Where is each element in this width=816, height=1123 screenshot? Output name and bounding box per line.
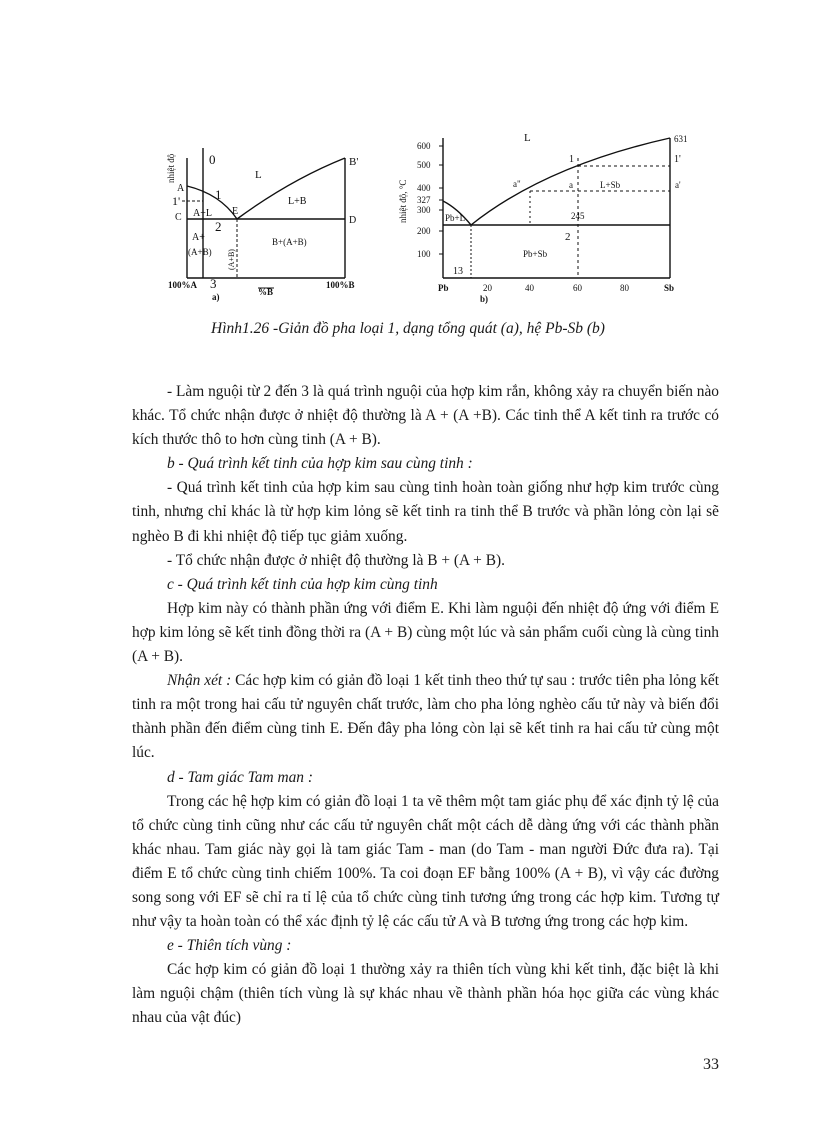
phase-diagram-general [160,128,375,308]
label-631: 631 [674,134,688,144]
y-tick-300: 300 [417,205,431,215]
section-heading-b: b - Quá trình kết tinh của hợp kim sau cùng tinh : [167,455,473,473]
label-100B: 100%B [326,280,355,290]
label-2: 2 [215,219,222,234]
label-2: 2 [565,231,571,243]
label-D: D [349,215,357,226]
y-tick-600: 600 [417,141,431,151]
region-L-plus-B: L+B [288,196,307,207]
label-L: L [524,132,531,144]
section-heading-d: d - Tam giác Tam man : [167,768,313,786]
region-L: L [255,169,262,181]
paragraph: Hợp kim này có thành phần ứng với điểm E. Khi làm nguội đến nhiệt độ ứng với điểm E hợp kim lỏng sẽ kết tinh đồng thời ra (A + B) cùng một lúc và sản phẩm cuối cùng là cùng tinh (A + B). [132,599,719,666]
region-L-plus-Sb: L+Sb [600,180,621,190]
region-A-plus: A+ [192,232,205,243]
paragraph: - Quá trình kết tinh của hợp kim sau cùng tinh hoàn toàn giống như hợp kim trước cùng tinh, nhưng chỉ khác là từ hợp kim lỏng sẽ kết tinh ra tinh thể B trước và phần lỏng còn lại sẽ nghèo B đi khi nhiệt độ tiếp tục giảm xuống. [132,479,719,545]
x-tick-80: 80 [620,283,629,293]
label-A: A [177,183,185,194]
region-Pb-plus-L: Pb+L [445,213,466,223]
y-tick-200: 200 [417,226,431,236]
region-A-plus-AB: (A+B) [188,247,212,257]
figure-caption: Hình1.26 -Giản đồ pha loại 1, dạng tổng quát (a), hệ Pb-Sb (b) [211,320,605,337]
remark-label: Nhận xét : [167,672,232,690]
x-tick-40: 40 [525,283,534,293]
label-B-prime: B' [349,156,359,168]
y-axis-label: nhiệt độ, °C [398,179,408,223]
label-100A: 100%A [168,280,197,290]
label-1: 1 [569,154,574,165]
body-text [132,380,719,1031]
label-a-prime: a' [675,180,681,190]
remark-paragraph [132,669,719,765]
paragraph: - Làm nguội từ 2 đến 3 là quá trình nguội của hợp kim rắn, không xảy ra chuyển biến nào khác. Tổ chức nhận được ở nhiệt độ thường là A + (A +B). Các tinh thể A kết tinh ra trước có kích thước thô to hơn cùng tinh (A + B). [132,383,719,449]
liquidus-EB [237,158,345,219]
paragraph: Các hợp kim có giản đồ loại 1 thường xảy ra thiên tích vùng khi kết tinh, đặc biệt là khi làm nguội chậm (thiên tích vùng là sự khác nhau về thành phần hóa học giữa các vùng khác nhau của vật đúc) [132,961,719,1027]
phase-diagram-pb-sb [395,128,695,308]
sub-label-b: b) [480,294,489,304]
label-E: E [232,206,239,217]
x-tick-20: 20 [483,283,492,293]
y-tick-500: 500 [417,160,431,170]
label-C: C [175,212,182,223]
label-a-double-prime: a" [513,179,521,189]
label-percent-B: %B [258,287,274,297]
label-13: 13 [453,266,463,277]
x-tick-sb: Sb [664,283,675,293]
paragraph: Trong các hệ hợp kim có giản đồ loại 1 ta vẽ thêm một tam giác phụ để xác định tỷ lệ của tổ chức cùng tinh cũng như các cấu tử nguyên chất một cách dễ dàng ứng với các thành phần khác nhau. Tam giác này gọi là tam giác Tam - man (do Tam - man người Đức đưa ra). Tại điểm E tổ chức cùng tinh chiếm 100%. Ta coi đoạn EF bằng 100% (A + B), vì vậy các đường song song với EF sẽ chỉ ra tỉ lệ của tổ chức cùng tinh tương ứng trong các hợp kim. Tương tự như vậy ta hoàn toàn có thể xác định tỷ lệ các cấu tử A và B tương ứng trong các hợp kim. [132,792,719,931]
sub-label-a: a) [212,292,220,302]
x-tick-pb: Pb [438,283,449,293]
label-245: 245 [571,211,585,221]
label-1: 1 [215,187,222,202]
label-1-prime: 1' [172,194,181,208]
label-0: 0 [209,152,216,167]
section-heading-e: e - Thiên tích vùng : [167,937,292,955]
y-tick-400: 400 [417,183,431,193]
label-a: a [569,180,573,190]
label-1-prime: 1' [674,154,681,165]
y-tick-327: 327 [417,195,431,205]
y-axis-label: nhiệt độ [166,153,176,183]
label-3: 3 [210,276,217,291]
region-vertical-AB: (A+B) [227,249,236,270]
remark-text: Các hợp kim có giản đồ loại 1 kết tinh theo thứ tự sau : trước tiên pha lỏng kết tinh ra một trong hai cấu tử nguyên chất trước, làm cho pha lỏng nghèo cấu tử này và biến đổi thành phần đến điểm cùng tinh E. Đến đây pha lỏng còn lại sẽ kết tinh ra hai cấu tử cùng một lúc. [132,672,719,762]
x-tick-60: 60 [573,283,582,293]
region-B-plus-AB: B+(A+B) [272,237,307,247]
region-A-plus-L: A+L [193,208,212,219]
section-heading-c: c - Quá trình kết tinh của hợp kim cùng tinh [167,575,438,593]
y-tick-100: 100 [417,249,431,259]
page-number: 33 [703,1056,719,1073]
region-Pb-plus-Sb: Pb+Sb [523,249,548,259]
paragraph: - Tổ chức nhận được ở nhiệt độ thường là B + (A + B). [167,551,505,569]
